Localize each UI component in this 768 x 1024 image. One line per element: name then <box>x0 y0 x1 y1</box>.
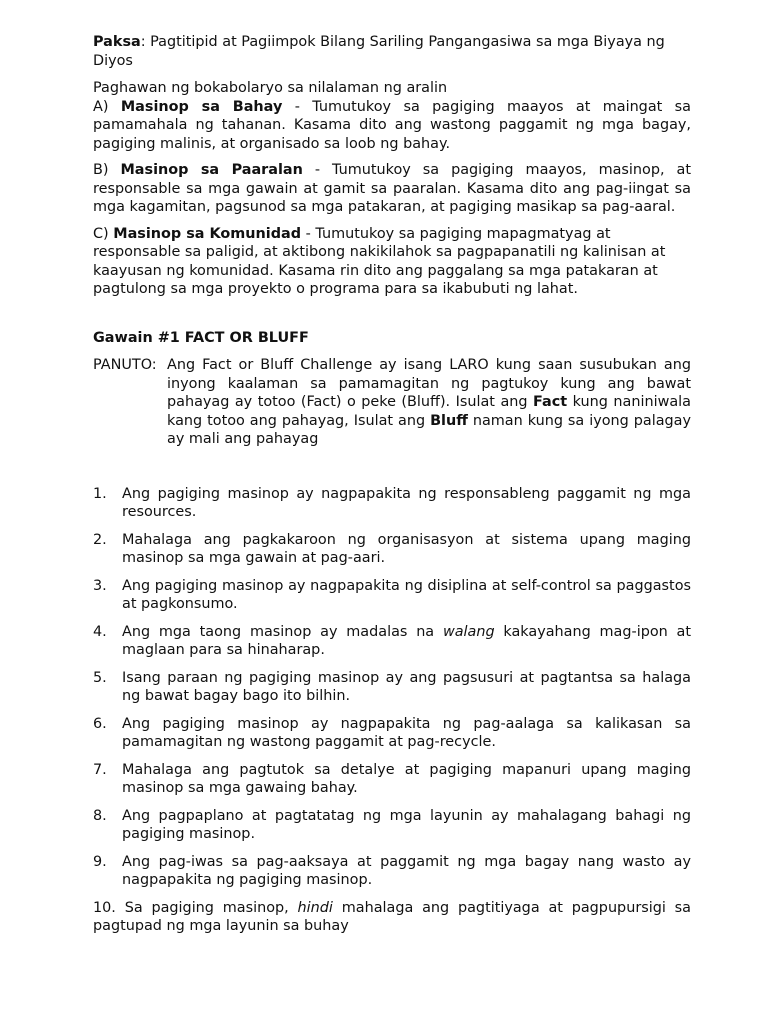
list-item-10 <box>93 899 691 936</box>
item-text: Isang paraan ng pagiging masinop ay ang pagsusuri at pagtantsa sa halaga ng bawat bagay bago ito bilhin. <box>122 669 691 704</box>
item-number: 9. <box>93 853 107 870</box>
item-text: Mahalaga ang pagtutok sa detalye at pagiging mapanuri upang maging masinop sa mga gawaing bahay. <box>122 761 691 796</box>
item-number: 7. <box>93 761 107 778</box>
panuto-part2: kung naniniwala kang totoo ang pahayag, Isulat ang <box>167 394 691 429</box>
list-item <box>93 669 691 706</box>
statement-list <box>93 485 691 890</box>
list-item <box>93 715 691 752</box>
item-text: Ang pagiging masinop ay nagpapakita ng responsableng paggamit ng mga resources. <box>122 485 691 520</box>
list-item <box>93 485 691 522</box>
list-item <box>93 853 691 890</box>
item-text-pre: Sa pagiging masinop, <box>115 899 298 916</box>
item-number: 4. <box>93 623 107 640</box>
item-text: Ang pag-iwas sa pag-aaksaya at paggamit ng mga bagay nang wasto ay nagpapakita ng pagiging masinop. <box>122 853 691 888</box>
item-number: 10. <box>93 899 116 916</box>
item-text <box>122 623 691 660</box>
item-text-pre: Ang mga taong masinop ay madalas na <box>122 623 443 640</box>
item-text-post: kakayahang mag-ipon at maglaan para sa hinaharap. <box>122 623 692 658</box>
vocab-intro: Paghawan ng bokabolaryo sa nilalaman ng aralin <box>93 80 448 96</box>
item-text-post: mahalaga ang pagtitiyaga at pagpupursigi sa pagtupad ng mga layunin sa buhay <box>93 899 691 934</box>
item-text: Ang pagpaplano at pagtatatag ng mga layunin ay mahalagang bahagi ng pagiging masinop. <box>122 807 691 842</box>
vocab-item-a <box>93 98 691 154</box>
vocab-b-definition: - Tumutukoy sa pagiging maayos, masinop, at responsable sa mga gawain at gamit sa paaralan. Kasama dito ang pag-iingat sa mga kagamitan, pagsunod sa mga patakaran, at pagiging masikap sa pag-aaral. <box>93 162 692 215</box>
list-item <box>93 807 691 844</box>
vocab-c-term: Masinop sa Komunidad <box>113 225 302 242</box>
panuto-text <box>167 356 691 449</box>
item-number: 2. <box>93 531 107 548</box>
list-item <box>93 761 691 798</box>
panuto-part3: naman kung sa iyong palagay ay mali ang pahayag <box>167 412 691 447</box>
vocab-c-definition: - Tumutukoy sa pagiging mapagmatyag at responsable sa paligid, at aktibong nakikilahok sa pagpapanatili ng kalinisan at kaayusan ng komunidad. Kasama rin dito ang paggalang sa mga patakaran at pagtulong sa mga proyekto o programa para sa ikabubuti ng lahat. <box>93 225 666 297</box>
vocab-c-prefix: C) <box>93 225 114 242</box>
item-text: Ang pagiging masinop ay nagpapakita ng disiplina at self-control sa paggastos at pagkonsumo. <box>122 577 691 612</box>
item-text-emphasis: walang <box>442 623 495 640</box>
panuto-part1: Ang Fact or Bluff Challenge ay isang LARO kung saan susubukan ang inyong kaalaman sa pamamagitan ng pagtukoy kung ang bawat pahayag ay totoo (Fact) o peke (Bluff). Isulat ang <box>167 357 691 410</box>
item-number: 3. <box>93 577 107 594</box>
vocab-item-b <box>93 161 691 217</box>
item-text: Ang pagiging masinop ay nagpapakita ng pag-aalaga sa kalikasan sa pamamagitan ng wastong paggamit at pag-recycle. <box>122 715 691 750</box>
topic-line <box>93 33 691 70</box>
item-text: Mahalaga ang pagkakaroon ng organisasyon at sistema upang maging masinop sa mga gawain at pag-aari. <box>122 531 691 566</box>
vocab-item-c <box>93 225 691 299</box>
vocab-a-prefix: A) <box>93 98 121 115</box>
panuto-fact: Fact <box>533 394 568 410</box>
list-item <box>93 577 691 614</box>
topic-label: Paksa <box>93 34 141 50</box>
panuto-label: PANUTO: <box>93 357 157 373</box>
item-text-emphasis: hindi <box>297 899 333 916</box>
document-content <box>93 33 691 936</box>
list-item <box>93 531 691 568</box>
item-number: 5. <box>93 669 107 686</box>
vocab-b-term: Masinop sa Paaralan <box>120 162 303 178</box>
item-number: 8. <box>93 807 107 824</box>
item-number: 1. <box>93 485 107 502</box>
panuto-bluff: Bluff <box>430 412 468 429</box>
vocab-b-prefix: B) <box>93 162 121 178</box>
topic-text: : Pagtitipid at Pagiimpok Bilang Sariling Pangangasiwa sa mga Biyaya ng Diyos <box>93 34 665 69</box>
list-item <box>93 623 691 660</box>
vocab-a-term: Masinop sa Bahay <box>120 98 283 115</box>
gawain-title: Gawain #1 FACT OR BLUFF <box>93 329 309 346</box>
item-number: 6. <box>93 715 107 732</box>
vocab-a-definition: - Tumutukoy sa pagiging maayos at maingat sa pamamahala ng tahanan. Kasama dito ang wastong paggamit ng mga bagay, pagiging malinis, at organisado sa loob ng bahay. <box>93 98 691 152</box>
panuto-block <box>93 356 691 449</box>
